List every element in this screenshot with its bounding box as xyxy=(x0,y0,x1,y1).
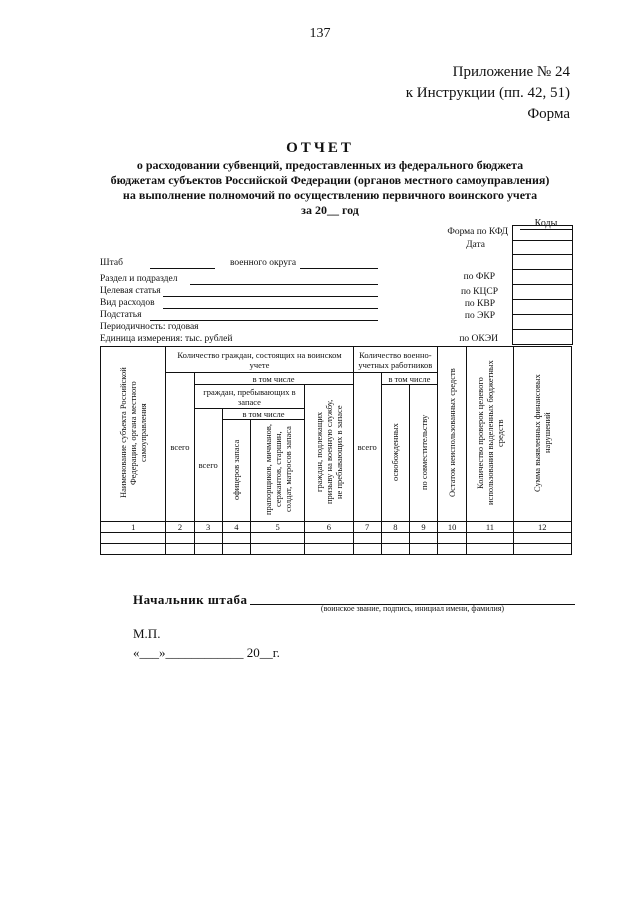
stamp-place: М.П. xyxy=(133,626,161,641)
header-citizens: Количество граждан, состоящих на воинском учете xyxy=(166,347,353,373)
appendix-instruction: к Инструкции (пп. 42, 51) xyxy=(405,85,570,101)
label-kvr: по КВР xyxy=(464,299,495,309)
header-subject: Наименование субъекта Российской Федерации, органа местного самоуправления xyxy=(101,347,166,522)
column-number: 2 xyxy=(166,522,194,533)
header-reserve: граждан, пребывающих в запасе xyxy=(194,385,305,409)
appendix-form: Форма xyxy=(527,106,570,122)
subtitle-period: за 20__ год xyxy=(301,203,359,217)
label-edinica: Единица измерения: тыс. рублей xyxy=(100,334,233,344)
subtitle-line: на выполнение полномочий по осуществлению первичного воинского учета xyxy=(122,188,538,202)
column-number: 11 xyxy=(467,522,513,533)
label-okei: по ОКЭИ xyxy=(459,334,498,344)
header-workers: Количество военно-учетных работников xyxy=(353,347,438,373)
label-periodichnost: Периодичность: годовая xyxy=(100,322,199,332)
subtitle-line: бюджетам субъектов Российской Федерации (органов местного самоуправления) xyxy=(110,173,550,187)
label-razdel: Раздел и подраздел xyxy=(100,274,178,284)
vid-line[interactable] xyxy=(163,308,378,309)
column-number: 5 xyxy=(250,522,304,533)
label-date: Дата xyxy=(466,240,485,250)
razdel-line[interactable] xyxy=(190,284,378,285)
header-remainder: Остаток неиспользованных средств xyxy=(438,347,467,522)
statya-line[interactable] xyxy=(163,296,378,297)
label-vid: Вид расходов xyxy=(100,298,155,308)
header-reserve-total: всего xyxy=(194,409,222,522)
code-box-kcsr[interactable] xyxy=(512,285,573,300)
report-title: ОТЧЕТ xyxy=(286,140,354,156)
label-kcsr: по КЦСР xyxy=(460,287,498,297)
label-okrug: военного округа xyxy=(230,258,297,268)
header-workers-incl: в том числе xyxy=(381,373,437,385)
appendix-block xyxy=(406,62,570,125)
code-box-fkr[interactable] xyxy=(512,270,573,285)
codes-header: Коды xyxy=(520,218,572,230)
shtab-line[interactable] xyxy=(150,268,215,269)
column-number: 10 xyxy=(438,522,467,533)
column-number: 6 xyxy=(305,522,353,533)
header-combined: по совместительству xyxy=(409,385,437,522)
header-reserve-incl: в том числе xyxy=(222,409,305,420)
page-number: 137 xyxy=(309,26,331,41)
header-officers: офицеров запаса xyxy=(222,420,250,522)
label-statya: Целевая статья xyxy=(100,286,161,296)
header-citizens-incl: в том числе xyxy=(194,373,353,385)
label-fkr: по ФКР xyxy=(463,272,495,282)
appendix-number: Приложение № 24 xyxy=(452,64,570,80)
signature-hint: (воинское звание, подпись, инициал имени, фамилия) xyxy=(320,604,505,613)
report-table xyxy=(100,346,572,555)
chief-label: Начальник штаба xyxy=(133,592,248,607)
code-box-date[interactable] xyxy=(512,240,573,255)
header-released: освобожденных xyxy=(381,385,409,522)
column-number: 8 xyxy=(381,522,409,533)
label-ekr: по ЭКР xyxy=(464,311,495,321)
code-box-kvr[interactable] xyxy=(512,300,573,315)
label-podstatya: Подстатья xyxy=(100,310,142,320)
column-number: 12 xyxy=(513,522,571,533)
table-row[interactable] xyxy=(101,533,572,544)
table-row[interactable] xyxy=(101,544,572,555)
label-shtab: Штаб xyxy=(100,258,123,268)
signature-date: «___»____________ 20__г. xyxy=(133,645,280,660)
column-number: 4 xyxy=(222,522,250,533)
code-box[interactable] xyxy=(512,255,573,270)
code-box-ekr[interactable] xyxy=(512,315,573,330)
header-citizens-total: всего xyxy=(166,373,194,522)
column-number: 7 xyxy=(353,522,381,533)
okrug-line[interactable] xyxy=(300,268,378,269)
subtitle-line: о расходовании субвенций, предоставленных из федерального бюджета xyxy=(136,158,524,172)
column-number: 3 xyxy=(194,522,222,533)
label-kfd: Форма по КФД xyxy=(447,227,508,237)
column-number: 1 xyxy=(101,522,166,533)
header-audits: Количество проверок целевого использования выделенных бюджетных средств xyxy=(467,347,513,522)
column-number: 9 xyxy=(409,522,437,533)
header-soldiers: прапорщиков, мичманов, сержантов, старшин, солдат, матросов запаса xyxy=(250,420,304,522)
code-box-okei[interactable] xyxy=(512,330,573,345)
column-numbers-row xyxy=(101,522,572,533)
code-box-kfd[interactable] xyxy=(512,225,573,241)
header-conscripts: граждан, подлежащих призыву на военную службу, не пребывающих в запасе xyxy=(305,385,353,522)
header-workers-total: всего xyxy=(353,373,381,522)
header-violations: Сумма выявленных финансовых нарушений xyxy=(513,347,571,522)
podstatya-line[interactable] xyxy=(150,320,378,321)
report-subtitle xyxy=(95,158,565,218)
